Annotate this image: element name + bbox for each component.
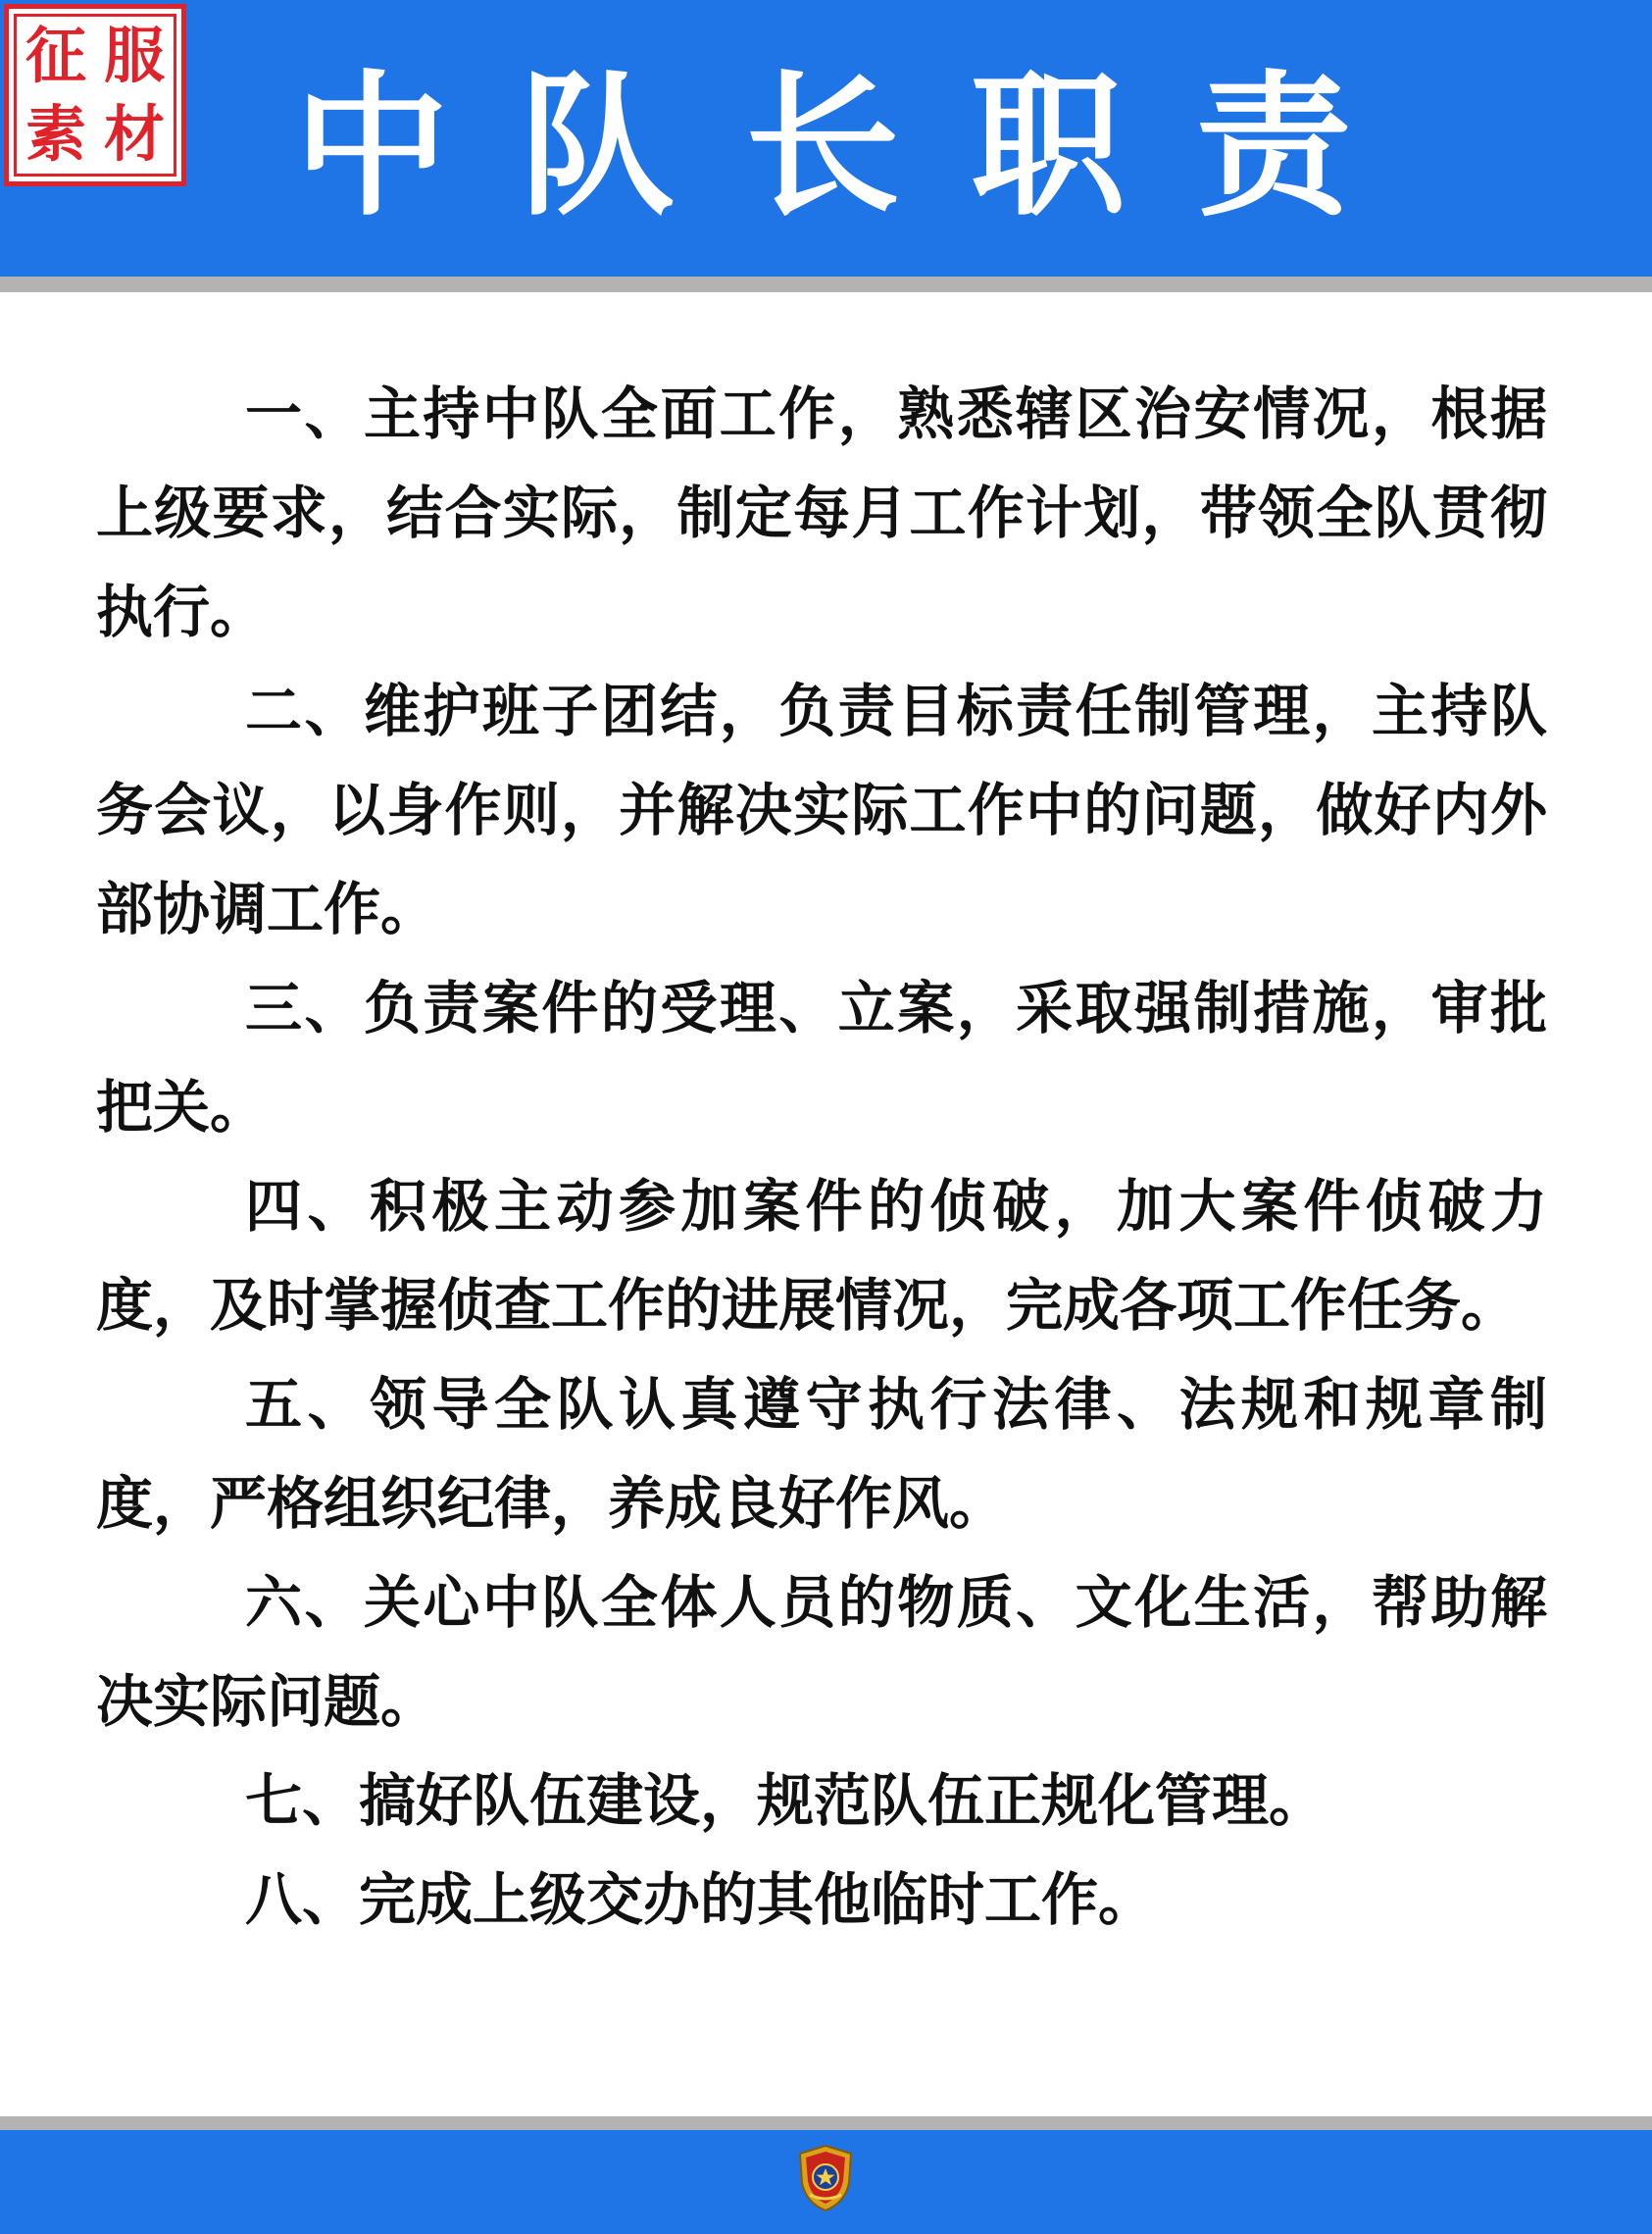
footer-divider <box>0 2116 1652 2130</box>
stamp-char: 征 <box>25 20 86 91</box>
duty-item: 七、搞好队伍建设，规范队伍正规化管理。 <box>245 1767 1327 1834</box>
duty-item: 五、领导全队认真遵守执行法律、法规和规章制度，严格组织纪律，养成良好作风。 <box>96 1371 1547 1537</box>
duty-item: 八、完成上级交办的其他临时工作。 <box>245 1866 1156 1933</box>
duty-item: 三、负责案件的受理、立案，采取强制措施，审批把关。 <box>96 975 1547 1141</box>
duty-item: 二、维护班子团结，负责目标责任制管理，主持队务会议，以身作则，并解决实际工作中的问题，做好内外部协调工作。 <box>96 678 1547 942</box>
header-divider <box>0 277 1652 292</box>
watermark-stamp <box>4 4 186 186</box>
page-title: 中队长职责 <box>294 57 1422 237</box>
stamp-frame <box>14 14 176 177</box>
stamp-char: 材 <box>103 98 165 170</box>
duty-item: 一、主持中队全面工作，熟悉辖区治安情况，根据上级要求，结合实际，制定每月工作计划，带领全队贯彻执行。 <box>96 381 1547 645</box>
police-emblem-icon <box>794 2144 857 2212</box>
duty-item: 六、关心中队全体人员的物质、文化生活，帮助解决实际问题。 <box>96 1569 1547 1735</box>
stamp-char: 素 <box>25 98 86 170</box>
stamp-char: 服 <box>103 20 165 91</box>
duties-list <box>96 365 1547 1950</box>
duty-item: 四、积极主动参加案件的侦破，加大案件侦破力度，及时掌握侦查工作的进展情况，完成各项工作任务。 <box>96 1173 1547 1339</box>
